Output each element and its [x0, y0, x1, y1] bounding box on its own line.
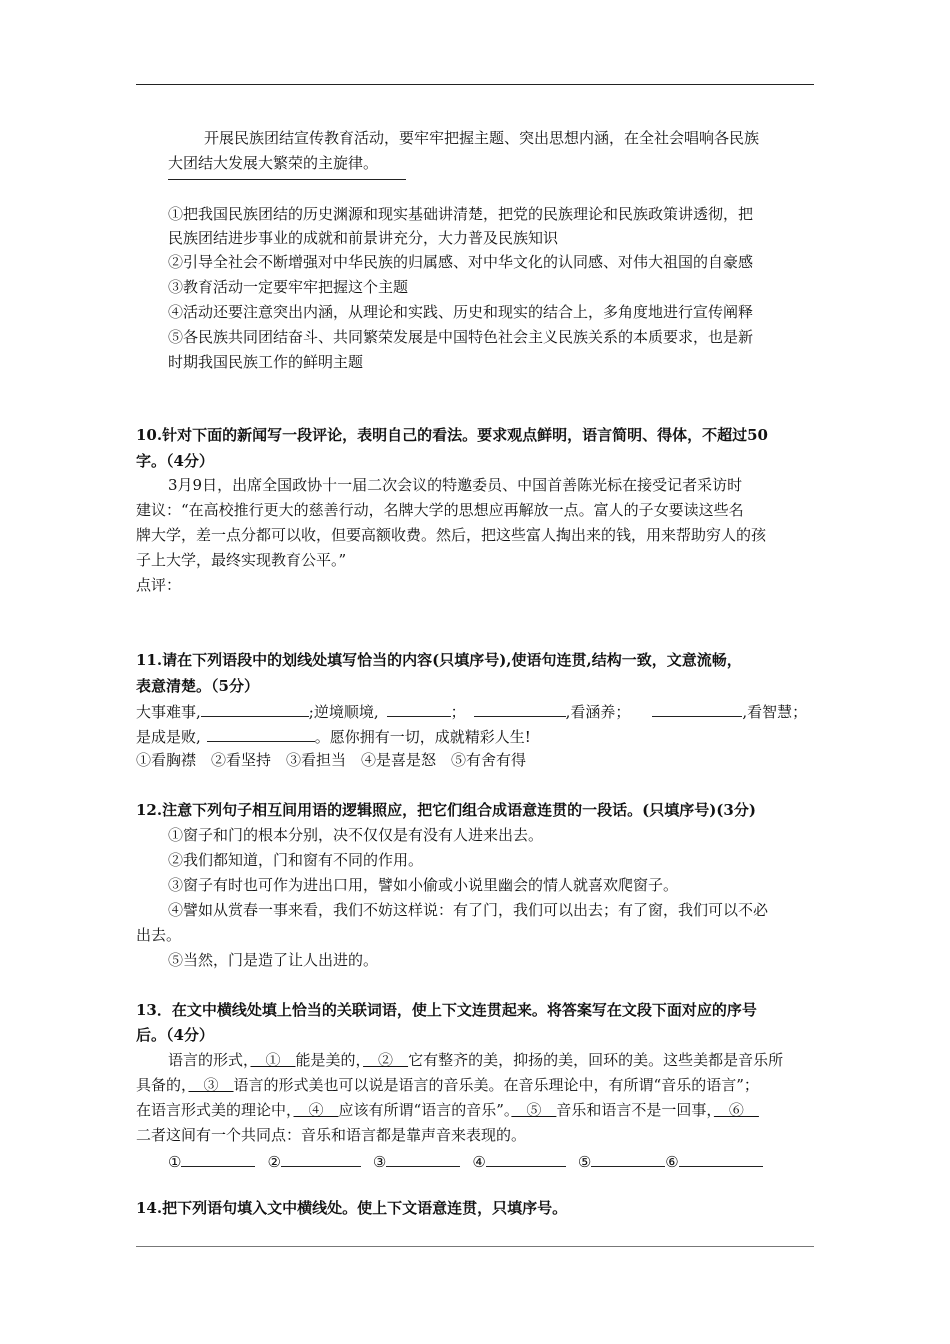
text-segment: 在语言形式美的理论中，: [136, 1101, 294, 1119]
text-segment: 是成是败,: [136, 728, 201, 746]
question-10-title: 字。（4分）: [136, 452, 214, 470]
question-14-title: 14.把下列语句填入文中横线处。使上下文语意连贯，只填序号。: [136, 1199, 568, 1217]
option-line: ①把我国民族团结的历史渊源和现实基础讲清楚，把党的民族理论和民族政策讲透彻，把: [168, 205, 754, 223]
answer-blank-4[interactable]: [486, 1150, 566, 1167]
option-line: ④活动还要注意突出内涵，从理论和实践、历史和现实的结合上，多角度地进行宣传阐释: [168, 303, 754, 321]
fill-blank-line: [136, 725, 531, 747]
blank-marker: ③: [188, 1076, 234, 1094]
option-line: ②我们都知道，门和窗有不同的作用。: [168, 851, 424, 869]
question-11-title: 11.请在下列语段中的划线处填写恰当的内容(只填序号),使语句连贯,结构一致，文意流畅，: [136, 651, 742, 669]
text-segment: 语言的形式美也可以说是语言的音乐美。在音乐理论中，有所谓“音乐的语言”；: [233, 1076, 759, 1094]
option-line: ⑤各民族共同团结奋斗、共同繁荣发展是中国特色社会主义民族关系的本质要求，也是新: [168, 328, 754, 346]
blank-marker: ⑤: [511, 1101, 557, 1119]
answer-blank-1[interactable]: [181, 1150, 255, 1167]
option-line: ②引导全社会不断增强对中华民族的归属感、对中华文化的认同感、对伟大祖国的自豪感: [168, 253, 754, 271]
passage-line: 建议：“在高校推行更大的慈善行动，名牌大学的思想应再解放一点。富人的子女要读这些名: [136, 501, 744, 519]
blank-marker: ⑥: [713, 1101, 759, 1119]
passage-line: 二者这间有一个共同点：音乐和语言都是靠声音来表现的。: [136, 1126, 527, 1144]
footer-rule: [136, 1246, 814, 1247]
passage-line: 大团结大发展大繁荣的主旋律。: [168, 154, 379, 172]
blank-3[interactable]: [474, 700, 566, 717]
option-line: ③教育活动一定要牢牢把握这个主题: [168, 278, 409, 296]
answer-number: ②: [267, 1153, 281, 1171]
text-segment: 能是美的，: [295, 1051, 364, 1069]
question-12-title: 12.注意下列句子相互间用语的逻辑照应，把它们组合成语意连贯的一段话。(只填序号)(3分): [136, 801, 756, 819]
text-segment: ;逆境顺境,: [308, 703, 379, 721]
passage-line: [136, 1075, 759, 1095]
text-segment: 具备的，: [136, 1076, 189, 1094]
answer-number: ①: [168, 1153, 182, 1171]
blank-5[interactable]: [207, 725, 315, 742]
comment-label: 点评：: [136, 576, 182, 594]
text-segment: 。愿你拥有一切，成就精彩人生!: [314, 728, 531, 746]
passage-line: 开展民族团结宣传教育活动，要牢牢把握主题、突出思想内涵，在全社会唱响各民族: [204, 129, 760, 147]
text-segment: 音乐和语言不是一回事，: [556, 1101, 714, 1119]
answer-number: ④: [472, 1153, 486, 1171]
passage-line: 牌大学，差一点分都可以收，但要高额收费。然后，把这些富人掏出来的钱，用来帮助穷人的孩: [136, 526, 767, 544]
header-rule: [136, 84, 814, 85]
question-11-title: 表意清楚。（5分）: [136, 677, 259, 695]
answer-blank-6[interactable]: [679, 1150, 763, 1167]
text-segment: ,看智慧；: [742, 703, 808, 721]
option-line: ①窗子和门的根本分别，决不仅仅是有没有人进来出去。: [168, 826, 544, 844]
answer-number: ⑥: [665, 1153, 679, 1171]
blank-marker: ②: [363, 1051, 409, 1069]
text-segment: 语言的形式，: [168, 1051, 251, 1069]
blank-4[interactable]: [652, 700, 742, 717]
answer-number: ③: [372, 1153, 387, 1171]
option-line: ⑤当然，门是造了让人出进的。: [168, 951, 379, 969]
question-10-title: 10.针对下面的新闻写一段评论，表明自己的看法。要求观点鲜明，语言简明、得体，不超过50: [136, 426, 768, 444]
answer-blank-3[interactable]: [386, 1150, 460, 1167]
answer-blank-5[interactable]: [591, 1150, 665, 1167]
fill-blank-line: [136, 700, 807, 722]
answer-blank-2[interactable]: [281, 1150, 361, 1167]
option-line: ④譬如从赏春一事来看，我们不妨这样说：有了门，我们可以出去；有了窗，我们可以不必: [168, 901, 769, 919]
passage-line: 子上大学，最终实现教育公平。”: [136, 551, 347, 569]
blank-2[interactable]: [387, 700, 451, 717]
text-segment: 大事难事,: [136, 703, 201, 721]
text-segment: ；: [450, 703, 466, 721]
passage-line: [136, 1100, 759, 1120]
answer-number: ⑤: [577, 1153, 592, 1171]
passage-line: [168, 1050, 783, 1070]
blank-marker: ④: [293, 1101, 339, 1119]
answer-line: [168, 179, 406, 180]
option-line: ①看胸襟 ②看坚持 ③看担当 ④是喜是怒 ⑤有舍有得: [136, 751, 527, 769]
question-13-title: 13．在文中横线处填上恰当的关联词语，使上下文连贯起来。将答案写在文段下面对应的序号: [136, 1001, 757, 1019]
blank-1[interactable]: [201, 700, 309, 717]
option-line: ③窗子有时也可作为进出口用，譬如小偷或小说里幽会的情人就喜欢爬窗子。: [168, 876, 679, 894]
text-segment: ,看涵养；: [565, 703, 631, 721]
option-line: 时期我国民族工作的鲜明主题: [168, 353, 364, 371]
option-line: 出去。: [136, 926, 182, 944]
blank-marker: ①: [250, 1051, 296, 1069]
text-segment: 应该有所谓“语言的音乐”。: [338, 1101, 512, 1119]
answer-row: [168, 1150, 763, 1172]
passage-line: 3月9日，出席全国政协十一届二次会议的特邀委员、中国首善陈光标在接受记者采访时: [168, 476, 743, 494]
question-13-title: 后。（4分）: [136, 1026, 214, 1044]
text-segment: 它有整齐的美，抑扬的美，回环的美。这些美都是音乐所: [408, 1051, 784, 1069]
option-line: 民族团结进步事业的成就和前景讲充分，大力普及民族知识: [168, 229, 559, 247]
